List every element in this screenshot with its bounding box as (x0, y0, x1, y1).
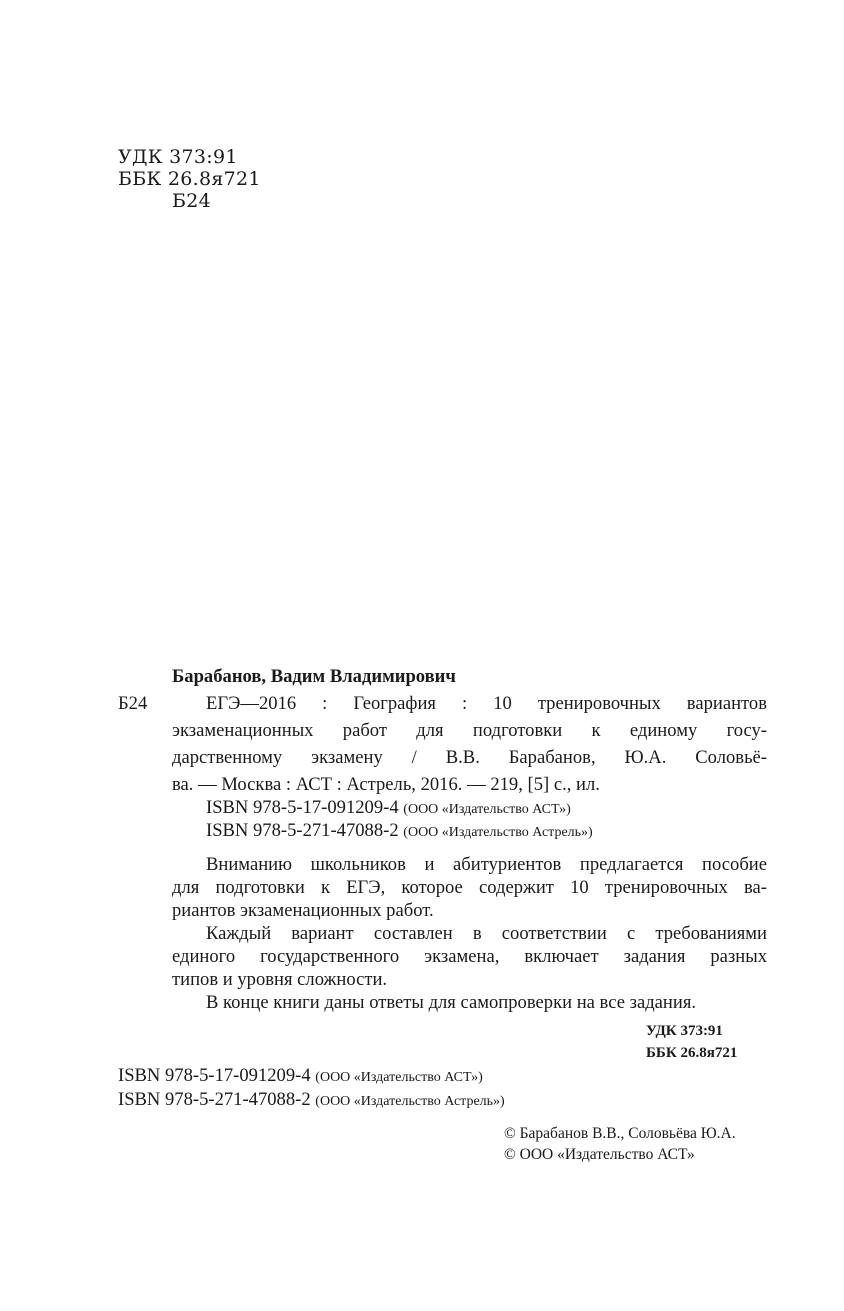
isbn-number: ISBN 978-5-17-091209-4 (118, 1065, 311, 1086)
annotation-line: типов и уровня сложности. (172, 969, 388, 990)
footer-udk-code: УДК 373:91 (646, 1023, 723, 1039)
annotation-line: В конце книги даны ответы для самопроверки на все задания. (206, 992, 697, 1013)
isbn-publisher: (ООО «Издательство Астрель») (403, 825, 593, 840)
record-description-line: экзаменационных работ для подготовки к единому госу- (172, 720, 767, 741)
copyright-authors: © Барабанов В.В., Соловьёва Ю.А. (504, 1125, 736, 1142)
annotation-line: риантов экзаменационных работ. (172, 900, 434, 921)
footer-isbn-2 (118, 1087, 505, 1115)
isbn-number: ISBN 978-5-271-47088-2 (118, 1089, 311, 1110)
isbn-number: ISBN 978-5-17-091209-4 (206, 797, 399, 818)
isbn-publisher: (ООО «Издательство АСТ») (403, 802, 571, 817)
annotation-line: единого государственного экзамена, включает задания разных (172, 946, 767, 967)
annotation-line: для подготовки к ЕГЭ, которое содержит 10 тренировочных ва- (172, 877, 767, 898)
record-description-line: ва. — Москва : АСТ : Астрель, 2016. — 219, [5] с., ил. (172, 774, 600, 795)
record-description-line: дарственному экзамену / В.В. Барабанов, Ю.А. Соловьё- (172, 747, 767, 768)
record-author-mark: Б24 (118, 693, 148, 714)
author-mark: Б24 (172, 190, 212, 212)
isbn-publisher: (ООО «Издательство Астрель») (315, 1094, 505, 1109)
record-author: Барабанов, Вадим Владимирович (172, 666, 456, 687)
isbn-number: ISBN 978-5-271-47088-2 (206, 820, 399, 841)
annotation-line: Вниманию школьников и абитуриентов предлагается пособие (206, 854, 767, 875)
copyright-publisher: © ООО «Издательство АСТ» (504, 1146, 695, 1163)
record-isbn-2 (206, 818, 593, 846)
bbk-code: ББК 26.8я721 (118, 168, 261, 190)
record-description-line: ЕГЭ—2016 : География : 10 тренировочных вариантов (206, 693, 767, 714)
annotation-line: Каждый вариант составлен в соответствии с требованиями (206, 923, 767, 944)
footer-bbk-code: ББК 26.8я721 (646, 1045, 738, 1061)
isbn-publisher: (ООО «Издательство АСТ») (315, 1070, 483, 1085)
udk-code: УДК 373:91 (118, 146, 238, 168)
